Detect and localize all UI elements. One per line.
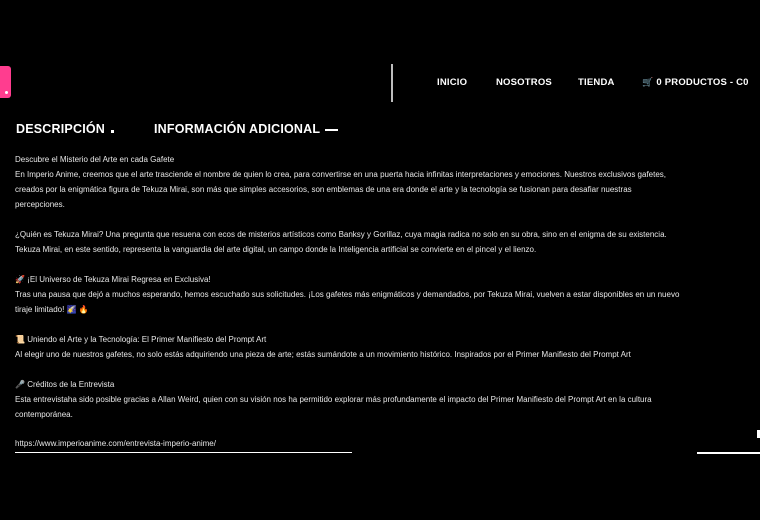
text-line: Tras una pausa que dejó a muchos esperando, hemos escuchado sus solicitudes. ¡Los gafetes más enigmáticos y demandados, por Tekuza Mirai, vuelven a estar disponibles en un nuevo: [15, 290, 680, 299]
description-title: Descubre el Misterio del Arte en cada Gafete: [15, 155, 175, 164]
tab-informacion-label: INFORMACIÓN ADICIONAL: [154, 122, 321, 136]
text-line: Esta entrevistaha sido posible gracias a Allan Weird, quien con su visión nos ha permitido explorar más profundamente el impacto del Primer Manifiesto del Prompt Art en la cultura: [15, 395, 652, 404]
paragraph-quien: [15, 227, 705, 257]
text-line: Al elegir uno de nuestros gafetes, no solo estás adquiriendo una pieza de arte; estás sumándote a un movimiento histórico. Inspirados por el Primer Manifiesto del Prompt Art: [15, 350, 631, 359]
nav-tienda[interactable]: TIENDA: [578, 77, 615, 88]
link-underline: [15, 452, 352, 453]
text-line: contemporánea.: [15, 410, 73, 419]
text-line: tiraje limitado! 🌠 🔥: [15, 305, 89, 314]
section-arte-heading: [15, 332, 705, 347]
tab-informacion-adicional[interactable]: [154, 122, 338, 136]
nav-cart[interactable]: [642, 77, 749, 88]
cart-label: 0 PRODUCTOS - C0: [656, 77, 749, 88]
rocket-icon: 🚀: [15, 275, 25, 284]
text-line: En Imperio Anime, creemos que el arte trasciende el nombre de quien lo crea, para convertirse en una puerta hacia infinitas interpretaciones y emociones. Nuestros exclusivos gafetes,: [15, 170, 667, 179]
text-line: ¿Quién es Tekuza Mirai? Una pregunta que resuena con ecos de misterios artísticos como Banksy y Gorillaz, cuya magia radica no solo en su obra, sino en el enigma de su existencia.: [15, 230, 667, 239]
section-creditos: [15, 377, 705, 422]
microphone-icon: 🎤: [15, 380, 25, 389]
tab-marker-line: [325, 129, 338, 131]
shopping-cart-icon: 🛒: [642, 77, 654, 87]
section-universo-heading: [15, 272, 705, 287]
tab-descripcion[interactable]: [16, 122, 114, 136]
scroll-icon: 📜: [15, 335, 25, 344]
paragraph-intro: [15, 167, 705, 212]
product-description: [15, 152, 705, 437]
section-title: Uniendo el Arte y la Tecnología: El Primer Manifiesto del Prompt Art: [27, 335, 267, 344]
right-divider: [697, 452, 760, 454]
tab-marker-dot: [111, 130, 114, 133]
main-nav: [0, 77, 760, 91]
text-line: creados por la enigmática figura de Tekuza Mirai, son más que simples accesorios, son emblemas de una era donde el arte y la tecnología se fusionan para desafiar nuestras: [15, 185, 632, 194]
section-arte-tecnologia: [15, 332, 705, 362]
text-line: Tekuza Mirai, en este sentido, representa la vanguardia del arte digital, un campo donde la Inteligencia artificial se convierte en el pincel y el lienzo.: [15, 245, 537, 254]
tab-descripcion-label: DESCRIPCIÓN: [16, 122, 106, 136]
text-line: percepciones.: [15, 200, 65, 209]
section-creditos-heading: [15, 377, 705, 392]
section-universo: [15, 272, 705, 317]
nav-nosotros[interactable]: NOSOTROS: [496, 77, 552, 88]
interview-link[interactable]: https://www.imperioanime.com/entrevista-imperio-anime/: [15, 439, 216, 448]
side-tab-dot: [5, 91, 8, 94]
section-title: ¡El Universo de Tekuza Mirai Regresa en Exclusiva!: [27, 275, 211, 284]
nav-inicio[interactable]: INICIO: [437, 77, 468, 88]
product-tabs: [16, 122, 416, 142]
section-title: Créditos de la Entrevista: [27, 380, 115, 389]
